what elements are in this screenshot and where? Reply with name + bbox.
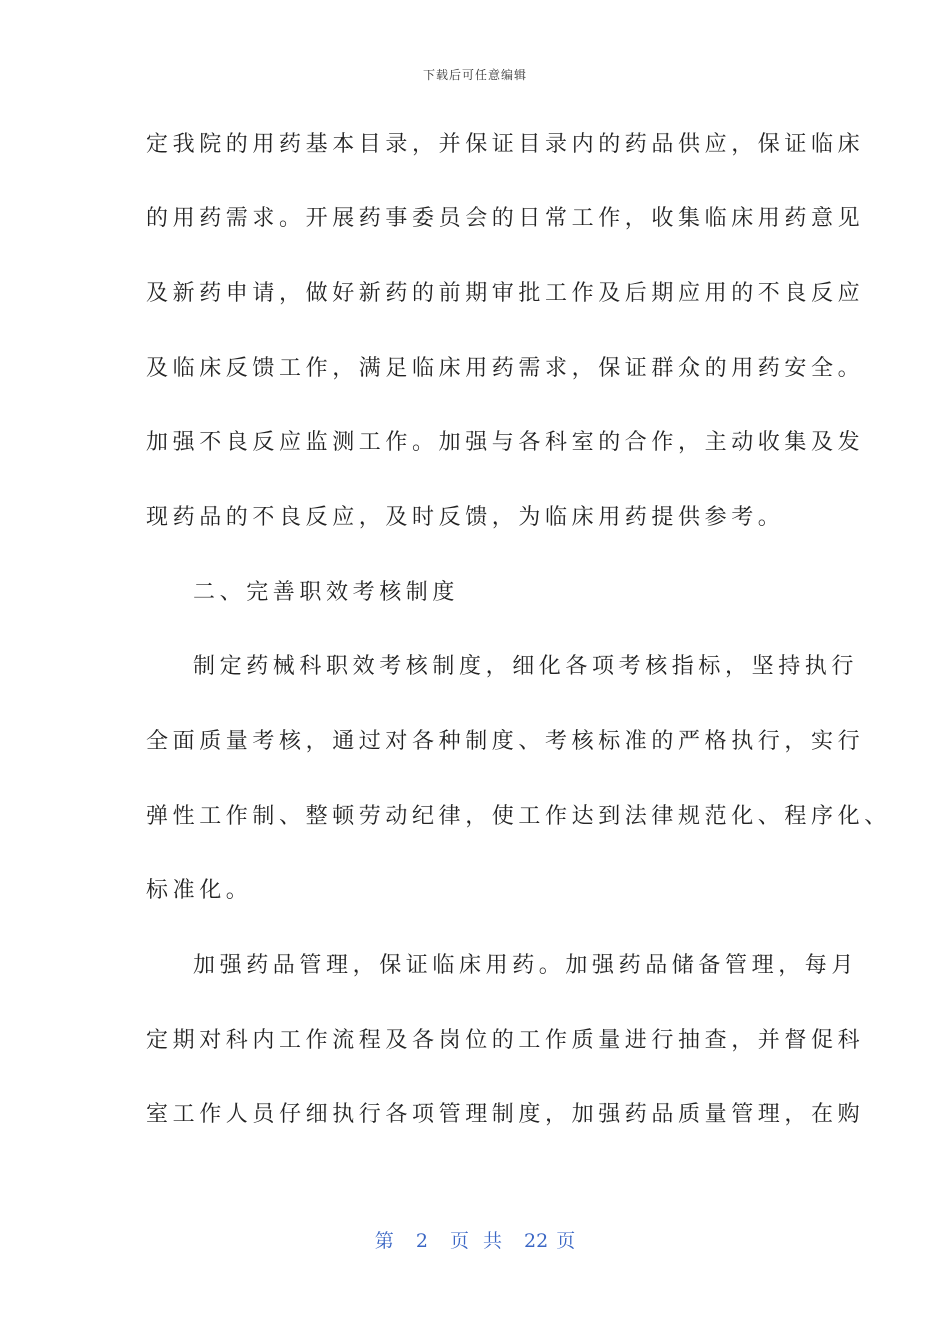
footer-middle: 页 共 — [449, 1230, 502, 1252]
footer-suffix: 页 — [556, 1230, 576, 1252]
body-line: 现药品的不良反应，及时反馈，为临床用药提供参考。 — [146, 505, 785, 530]
body-line: 加强药品管理，保证临床用药。加强药品储备管理，每月 — [193, 953, 859, 978]
section-heading: 二、完善职效考核制度 — [193, 580, 460, 605]
body-line: 定我院的用药基本目录，并保证目录内的药品供应，保证临床 — [146, 132, 865, 157]
body-line: 弹性工作制、整顿劳动纪律，使工作达到法律规范化、程序化、 — [146, 804, 891, 829]
body-line: 及新药申请，做好新药的前期审批工作及后期应用的不良反应 — [146, 281, 865, 306]
body-line: 制定药械科职效考核制度，细化各项考核指标，坚持执行 — [193, 654, 859, 679]
body-line: 的用药需求。开展药事委员会的日常工作，收集临床用药意见 — [146, 206, 865, 231]
body-line: 全面质量考核，通过对各种制度、考核标准的严格执行，实行 — [146, 729, 865, 754]
body-line: 室工作人员仔细执行各项管理制度，加强药品质量管理，在购 — [146, 1102, 865, 1127]
footer-total-pages: 22 — [524, 1230, 549, 1252]
footer-prefix: 第 — [374, 1230, 394, 1252]
body-line: 及临床反馈工作，满足临床用药需求，保证群众的用药安全。 — [146, 356, 865, 381]
body-line: 标准化。 — [146, 878, 253, 903]
header-note: 下载后可任意编辑 — [422, 68, 527, 82]
body-line: 加强不良反应监测工作。加强与各科室的合作，主动收集及发 — [146, 430, 865, 455]
body-line: 定期对科内工作流程及各岗位的工作质量进行抽查，并督促科 — [146, 1028, 865, 1053]
footer-page-number: 2 — [415, 1230, 428, 1252]
page-footer — [0, 1226, 950, 1253]
